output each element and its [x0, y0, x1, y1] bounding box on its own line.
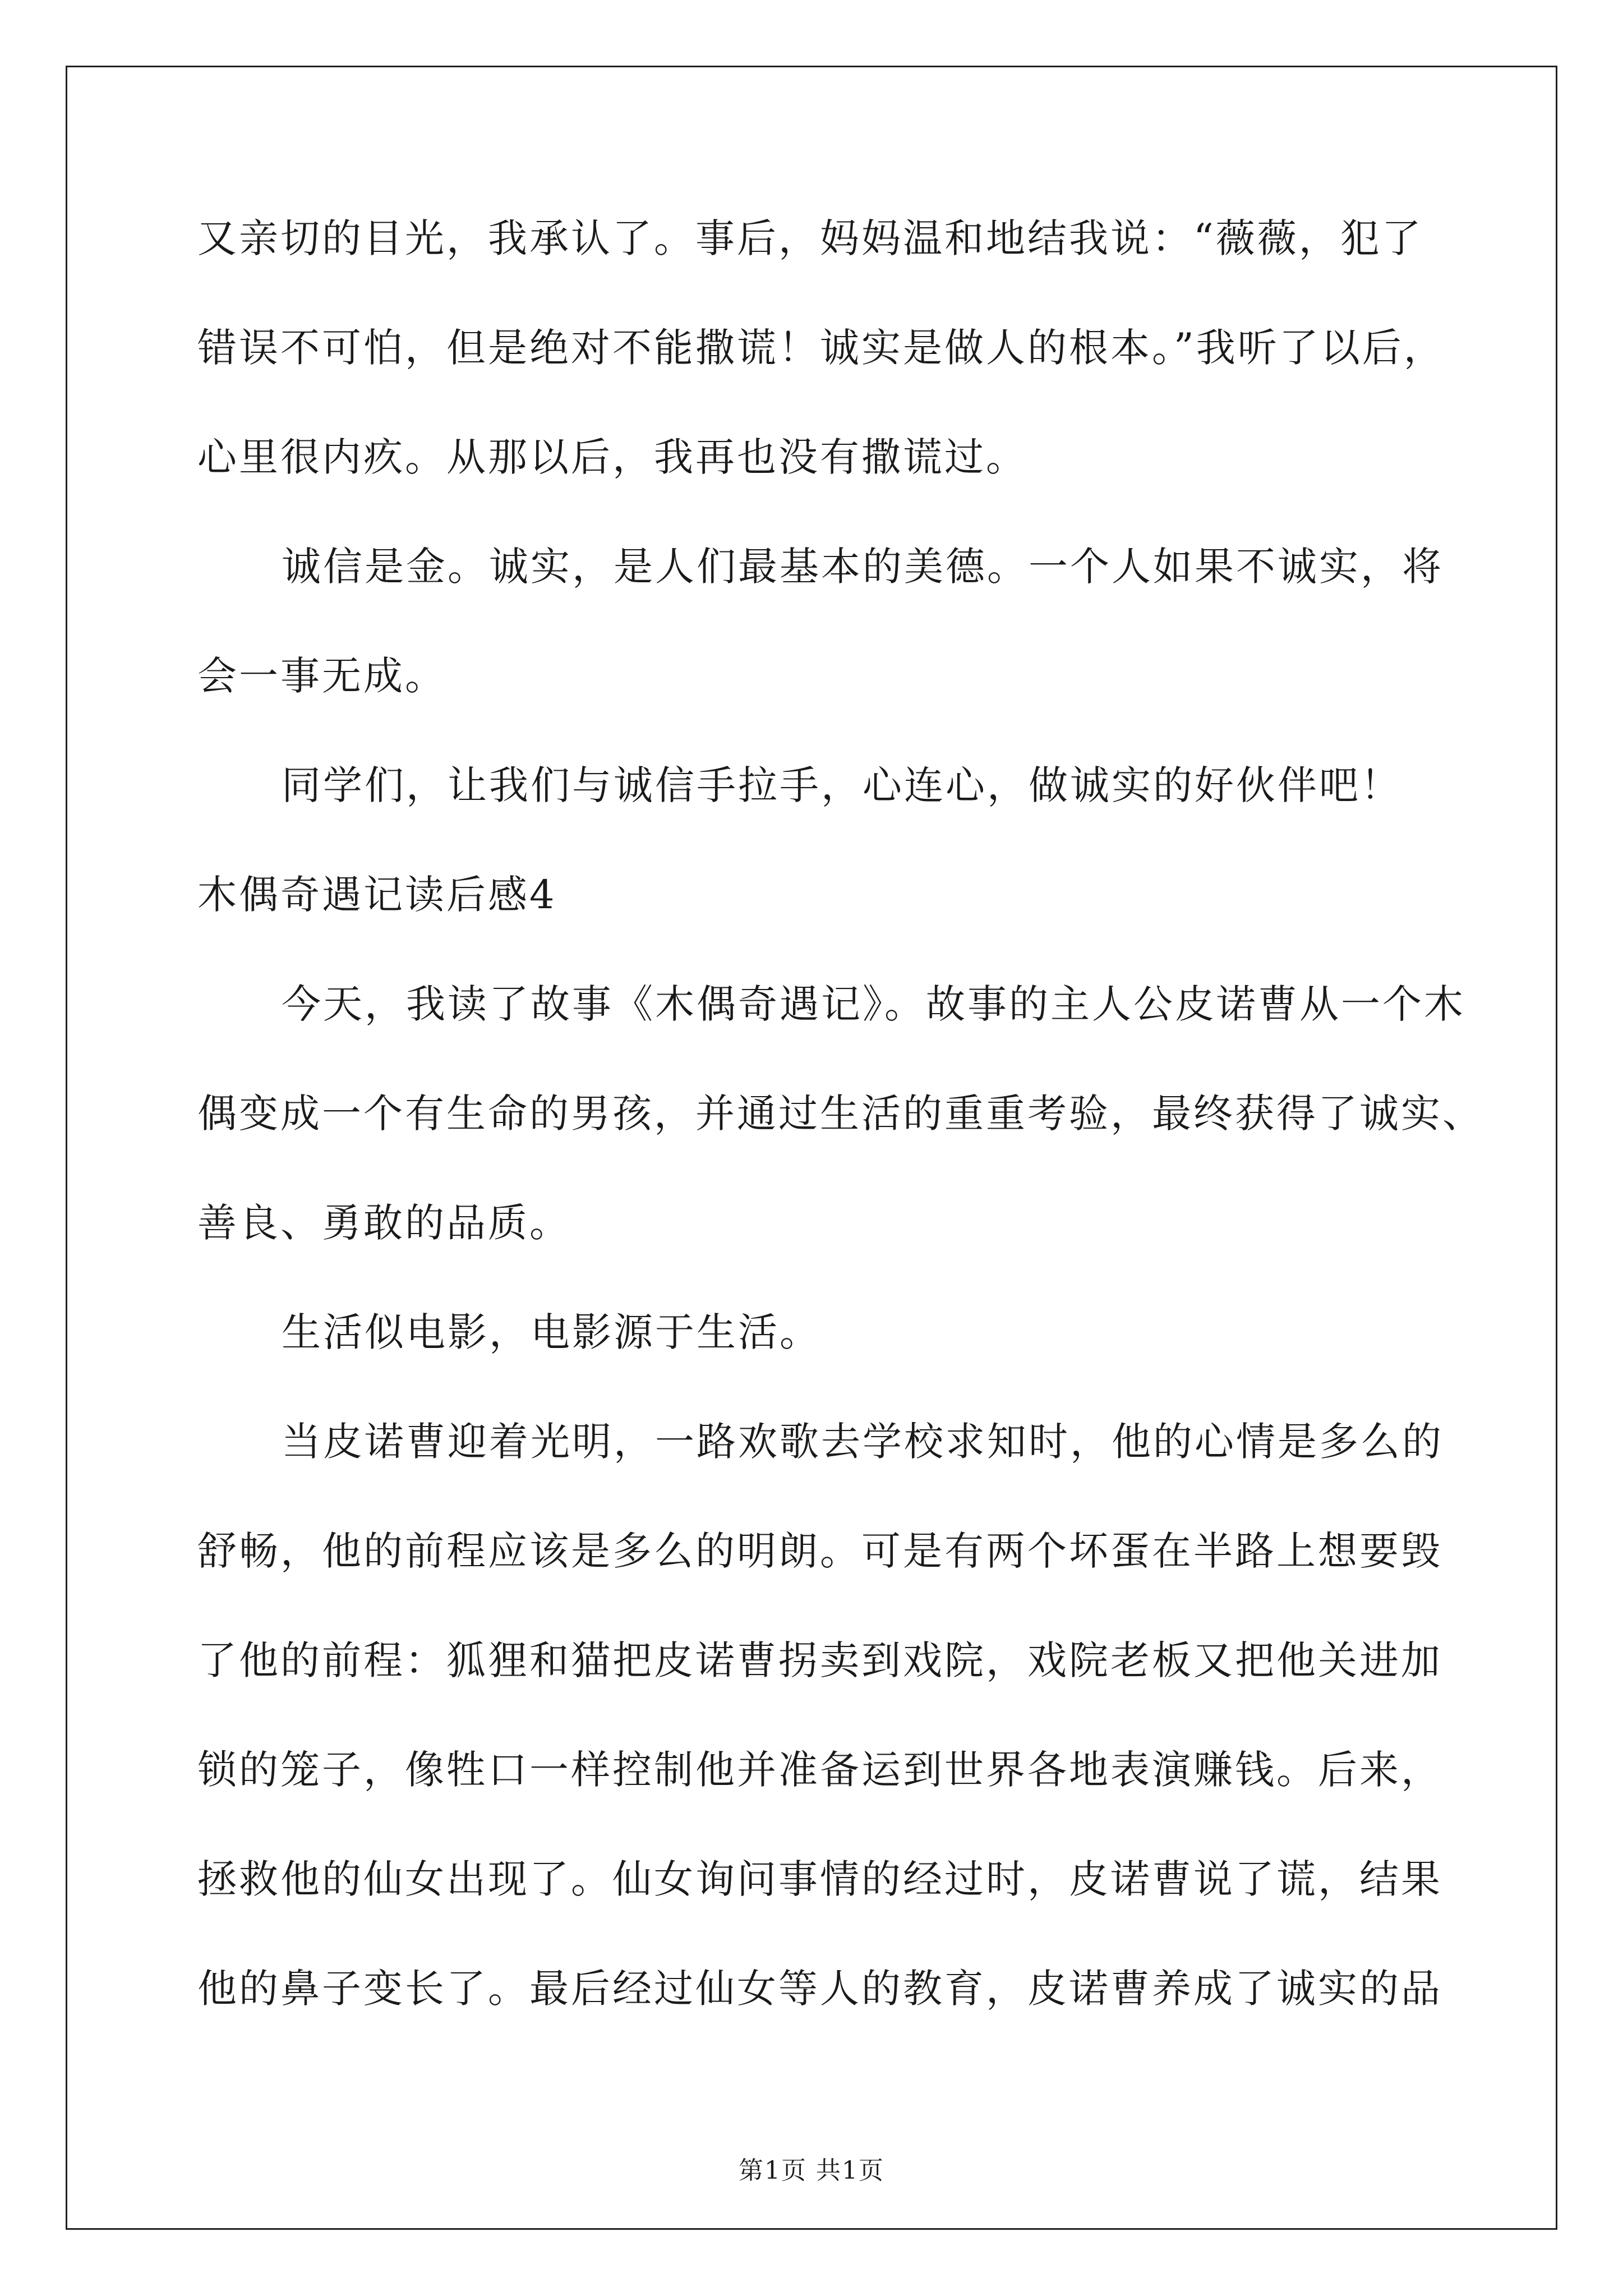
text-line: 他的鼻子变长了。最后经过仙女等人的教育，皮诺曹养成了诚实的品 [197, 1966, 1442, 2012]
text-line: 锁的笼子，像牲口一样控制他并准备运到世界各地表演赚钱。后来， [197, 1747, 1442, 1793]
paragraph-start: 生活似电影，电影源于生活。 [282, 1309, 821, 1355]
text-line: 了他的前程：狐狸和猫把皮诺曹拐卖到戏院，戏院老板又把他关进加 [197, 1637, 1442, 1683]
paragraph-start: 同学们，让我们与诚信手拉手，心连心，做诚实的好伙伴吧！ [282, 762, 1402, 808]
section-heading: 木偶奇遇记读后感4 [197, 872, 557, 918]
paragraph-start: 今天，我读了故事《木偶奇遇记》。故事的主人公皮诺曹从一个木 [282, 981, 1465, 1027]
text-line: 错误不可怕，但是绝对不能撒谎！诚实是做人的根本。”我听了以后， [197, 325, 1445, 371]
text-line: 心里很内疚。从那以后，我再也没有撒谎过。 [197, 434, 1027, 480]
text-line: 会一事无成。 [197, 653, 446, 699]
paragraph-start: 当皮诺曹迎着光明，一路欢歌去学校求知时，他的心情是多么的 [282, 1419, 1444, 1465]
page-footer: 第1页 共1页 [739, 2156, 884, 2185]
text-line: 善良、勇敢的品质。 [197, 1200, 571, 1246]
paragraph-start: 诚信是金。诚实，是人们最基本的美德。一个人如果不诚实，将 [282, 544, 1444, 590]
text-line: 又亲切的目光，我承认了。事后，妈妈温和地结我说：“薇薇，犯了 [197, 215, 1423, 261]
page-border [66, 66, 1557, 2230]
text-line: 拯救他的仙女出现了。仙女询问事情的经过时，皮诺曹说了谎，结果 [197, 1856, 1442, 1902]
text-line: 偶变成一个有生命的男孩，并通过生活的重重考验，最终获得了诚实、 [197, 1091, 1484, 1137]
text-line: 舒畅，他的前程应该是多么的明朗。可是有两个坏蛋在半路上想要毁 [197, 1528, 1442, 1574]
